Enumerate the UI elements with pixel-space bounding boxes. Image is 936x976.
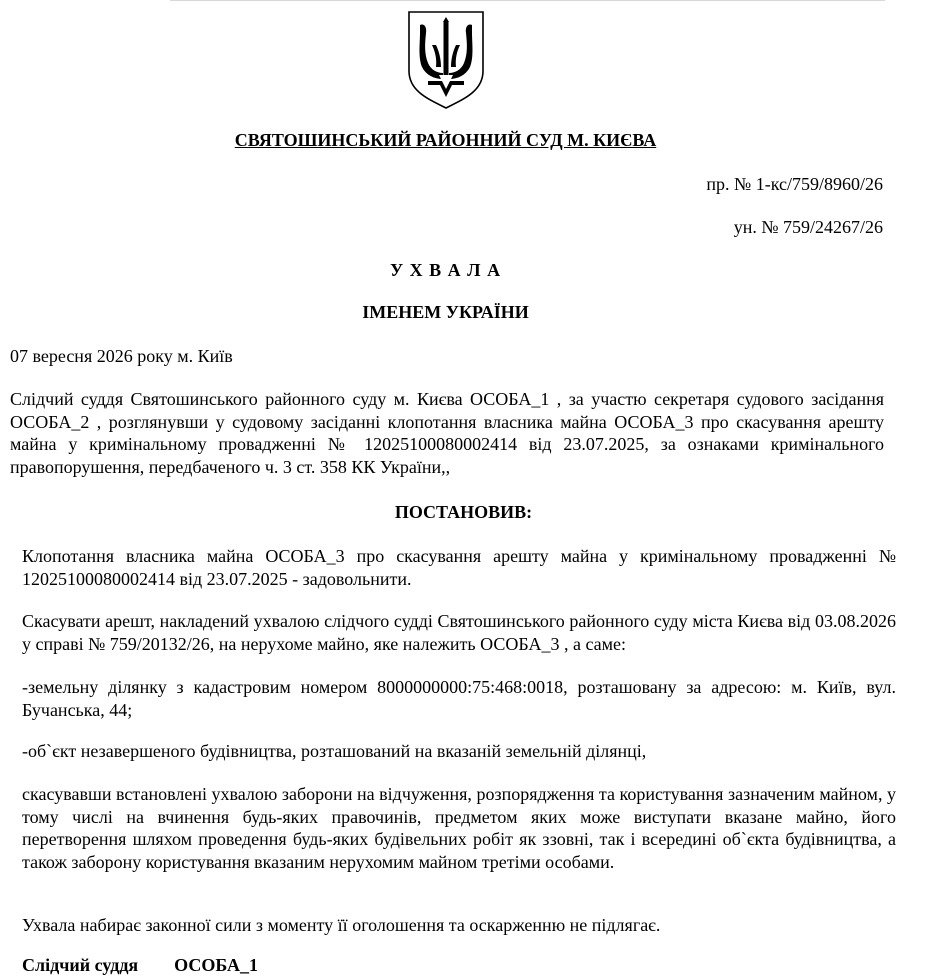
ruling-paragraph-5: скасувавши встановлені ухвалою заборони на відчуження, розпорядження та користування зазначеним майном, у тому числі на вчинення будь-яких правочинів, предметом яких може виступати вказане майно, його перетворення шляхом проведення будь-яких будівельних робіт як ззовні, так і всередині об`єкта будівництва, а також заборону користування вказаним нерухомим майном третіми особами. [22,784,896,872]
ruling-paragraph-1: Клопотання власника майна ОСОБА_3 про скасування арешту майна у кримінальному провадженні № 12025100080002414 від 23.07.2025 - задовольнити. [22,546,896,589]
signature-line [22,955,258,976]
ruling-paragraph-6: Ухвала набирає законної сили з моменту її оголошення та оскарженню не підлягає. [22,915,661,935]
ruling-paragraph-3: -земельну ділянку з кадастровим номером 8000000000:75:468:0018, розташовану за адресою: м. Київ, вул. Бучанська, 44; [22,677,896,720]
ruling-paragraph-2: Скасувати арешт, накладений ухвалою слідчого судді Святошинського районного суду міста Києва від 03.08.2026 у справі № 759/20132/26, на нерухоме майно, яке належить ОСОБА_3 , а саме: [22,611,896,654]
top-border-line [170,0,885,1]
unique-number: ун. № 759/24267/26 [733,217,883,237]
coat-of-arms-icon [406,9,486,111]
document-title: У Х В А Л А [389,260,502,280]
case-number: пр. № 1-кс/759/8960/26 [706,174,883,194]
date-place: 07 вересня 2026 року м. Київ [10,346,233,366]
intro-paragraph: Слідчий суддя Святошинського районного суду м. Києва ОСОБА_1 , за участю секретаря судового засідання ОСОБА_2 , розглянувши у судовому засіданні клопотання власника майна ОСОБА_3 про скасування арешту майна у кримінальному провадженні № 12025100080002414 від 23.07.2025, за ознаками кримінального правопорушення, передбаченого ч. 3 ст. 358 КК України,, [10,389,884,477]
ruling-paragraph-4: -об`єкт незавершеного будівництва, розташований на вказаній земельній ділянці, [22,741,647,761]
court-name: СВЯТОШИНСЬКИЙ РАЙОННИЙ СУД М. КИЄВА [234,130,657,150]
signature-name: ОСОБА_1 [174,955,259,975]
signature-role: Слідчий суддя [22,955,139,975]
document-subtitle: ІМЕНЕМ УКРАЇНИ [362,302,529,322]
ruling-heading: ПОСТАНОВИВ: [394,502,533,522]
